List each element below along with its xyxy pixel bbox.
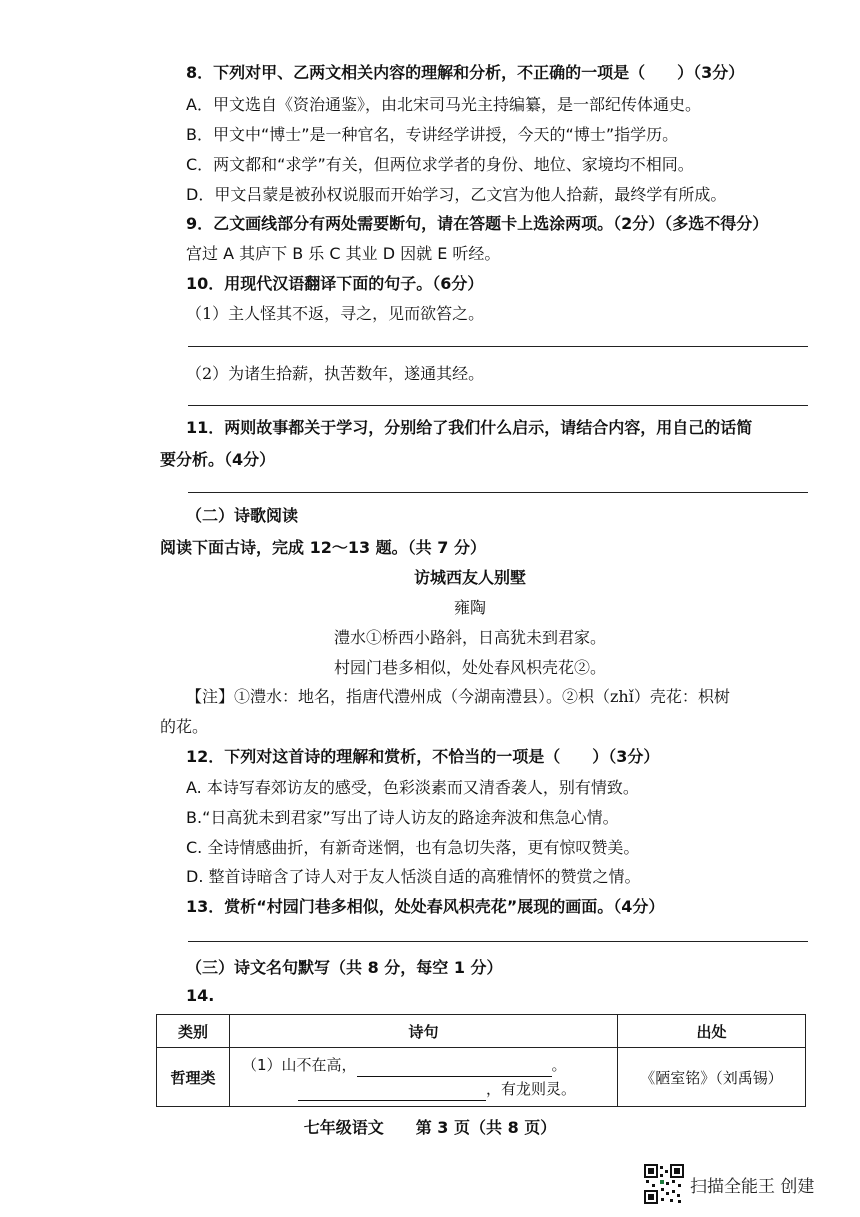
q14-label: 14. <box>186 986 215 1005</box>
q9-text: 宫过 A 其庐下 B 乐 C 其业 D 因就 E 听经。 <box>186 244 501 263</box>
poem-title: 访城西友人别墅 <box>413 568 526 587</box>
poem-line-2: 村园门巷多相似，处处春风枳壳花②。 <box>333 658 606 677</box>
q13-stem: 13．赏析“村园门巷多相似，处处春风枳壳花”展现的画面。（4分） <box>186 897 665 916</box>
qr-code-icon <box>644 1164 684 1204</box>
q12-option-b: B.“日高犹未到君家”写出了诗人访友的路途奔波和焦急心情。 <box>186 808 619 827</box>
scanner-watermark <box>644 1164 814 1204</box>
poem-line-1: 澧水①桥西小路斜，日高犹未到君家。 <box>333 628 606 647</box>
poem-author: 雍陶 <box>453 598 486 617</box>
table-cell-category: 哲理类 <box>157 1048 230 1107</box>
q12-option-d: D. 整首诗暗含了诗人对于友人恬淡自适的高雅情怀的赞赏之情。 <box>186 867 641 886</box>
watermark-text: 扫描全能王 创建 <box>690 1176 815 1197</box>
table-header-category: 类别 <box>157 1015 230 1048</box>
poem-note-line2: 的花。 <box>160 717 209 736</box>
line1-prefix: （1）山不在高， <box>242 1056 357 1074</box>
poem-note-line1: 【注】①澧水：地名，指唐代澧州成（今湖南澧县）。②枳（zhǐ）壳花：枳树 <box>186 687 730 706</box>
section-2-intro: 阅读下面古诗，完成 12～13 题。（共 7 分） <box>160 538 486 557</box>
fill-blank-2[interactable] <box>298 1100 486 1101</box>
answer-line[interactable] <box>188 346 808 347</box>
q10-sentence-1: （1）主人怪其不返，寻之，见而欲笞之。 <box>186 304 485 323</box>
table-header-line: 诗句 <box>230 1015 618 1048</box>
q12-option-a: A. 本诗写春郊访友的感受，色彩淡素而又清香袭人，别有情致。 <box>186 778 639 797</box>
line2-suffix: ，有龙则灵。 <box>486 1080 577 1098</box>
q8-stem: 8．下列对甲、乙两文相关内容的理解和分析，不正确的一项是（ ）（3分） <box>186 63 745 82</box>
q12-option-c: C. 全诗情感曲折，有新奇迷惘，也有急切失落，更有惊叹赞美。 <box>186 838 640 857</box>
q8-option-d: D．甲文吕蒙是被孙权说服而开始学习，乙文宫为他人拾薪，最终学有所成。 <box>186 185 727 204</box>
q11-stem-line2: 要分析。（4分） <box>160 450 276 469</box>
line1-suffix: 。 <box>551 1056 567 1074</box>
q10-sentence-2: （2）为诸生拾薪，执苦数年，遂通其经。 <box>186 364 485 383</box>
section-3-heading: （三）诗文名句默写（共 8 分，每空 1 分） <box>186 958 503 977</box>
section-2-heading: （二）诗歌阅读 <box>186 506 299 525</box>
q8-option-a: A．甲文选自《资治通鉴》，由北宋司马光主持编纂，是一部纪传体通史。 <box>186 95 701 114</box>
page-footer: 七年级语文 第 3 页（共 8 页） <box>303 1118 557 1137</box>
table-header-row <box>157 1015 806 1048</box>
q8-option-b: B．甲文中“博士”是一种官名，专讲经学讲授，今天的“博士”指学历。 <box>186 125 679 144</box>
table-cell-line <box>230 1048 618 1107</box>
answer-line[interactable] <box>188 941 808 942</box>
q12-stem: 12．下列对这首诗的理解和赏析，不恰当的一项是（ ）（3分） <box>186 747 660 766</box>
q9-stem: 9．乙文画线部分有两处需要断句，请在答题卡上选涂两项。（2分）（多选不得分） <box>186 214 769 233</box>
table-cell-source: 《陋室铭》（刘禹锡） <box>618 1048 806 1107</box>
table-header-source: 出处 <box>618 1015 806 1048</box>
answer-line[interactable] <box>188 492 808 493</box>
poem-recitation-table <box>156 1014 806 1107</box>
q11-stem-line1: 11．两则故事都关于学习，分别给了我们什么启示，请结合内容，用自己的话简 <box>186 418 753 437</box>
answer-line[interactable] <box>188 405 808 406</box>
q8-option-c: C．两文都和“求学”有关，但两位求学者的身份、地位、家境均不相同。 <box>186 155 694 174</box>
q10-stem: 10．用现代汉语翻译下面的句子。（6分） <box>186 274 484 293</box>
table-row <box>157 1048 806 1107</box>
